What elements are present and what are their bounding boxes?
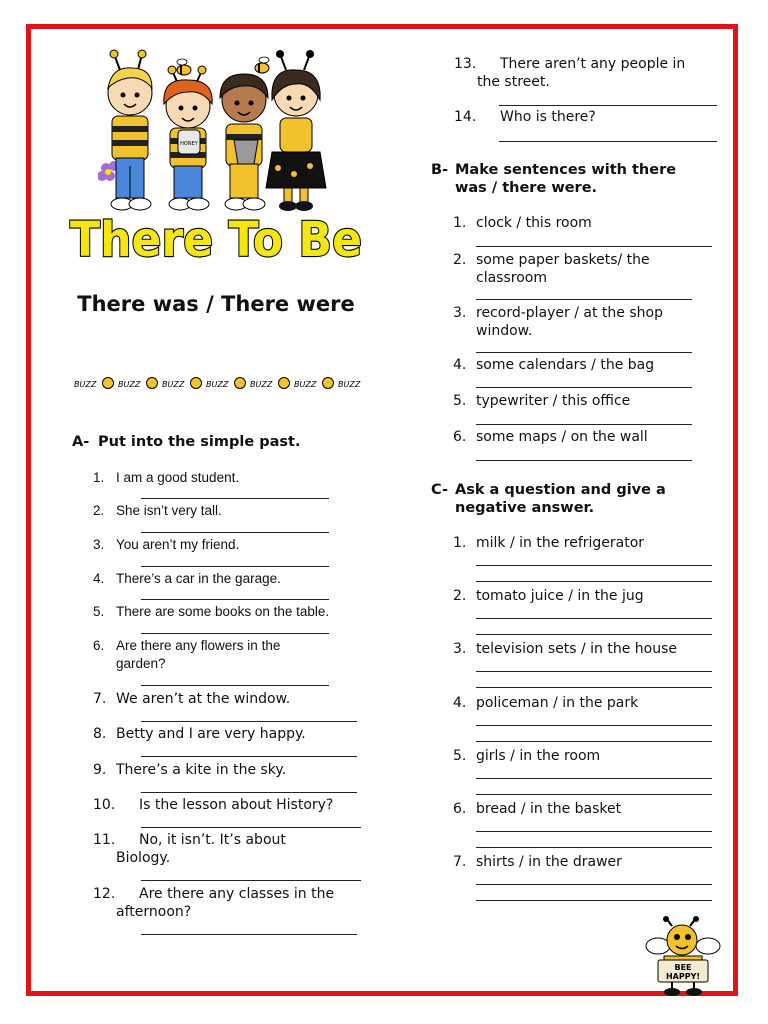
item-text-continued: Biology. xyxy=(116,850,171,866)
item-number: 2. xyxy=(453,588,467,604)
answer-line[interactable] xyxy=(476,778,712,779)
section-b-title-line1: Make sentences with there xyxy=(455,162,677,178)
list-item xyxy=(93,885,373,920)
item-number: 9. xyxy=(93,762,107,778)
list-item xyxy=(454,55,734,90)
item-text: some calendars / the bag xyxy=(476,357,655,373)
bee-sign-line2: HAPPY! xyxy=(665,972,701,981)
answer-line[interactable] xyxy=(476,246,712,247)
list-item xyxy=(93,761,373,781)
buzz-dot-icon xyxy=(103,378,114,389)
bee-happy-mascot xyxy=(642,916,724,998)
answer-line[interactable] xyxy=(476,687,712,688)
item-number: 2. xyxy=(453,252,467,268)
kid-1 xyxy=(108,50,152,210)
list-item xyxy=(93,469,373,489)
buzz-dot-icon xyxy=(279,378,290,389)
list-item xyxy=(453,587,733,607)
answer-line[interactable] xyxy=(141,827,361,828)
item-text: No, it isn’t. It’s about xyxy=(139,832,286,848)
answer-line[interactable] xyxy=(476,618,712,619)
item-text-continued: classroom xyxy=(476,270,547,286)
answer-line[interactable] xyxy=(476,884,712,885)
answer-line[interactable] xyxy=(476,565,712,566)
item-number: 10. xyxy=(93,797,116,813)
item-text: shirts / in the drawer xyxy=(476,854,622,870)
answer-line[interactable] xyxy=(499,105,717,106)
item-text-continued: the street. xyxy=(477,74,550,90)
answer-line[interactable] xyxy=(476,741,712,742)
buzz-dot-icon xyxy=(191,378,202,389)
answer-line[interactable] xyxy=(141,934,357,935)
item-number: 6. xyxy=(453,801,467,817)
item-number: 4. xyxy=(453,357,467,373)
list-item xyxy=(93,570,373,590)
answer-line[interactable] xyxy=(141,599,329,600)
item-text: television sets / in the house xyxy=(476,641,678,657)
item-text: clock / this room xyxy=(476,215,592,231)
item-text: We aren’t at the window. xyxy=(116,691,291,707)
item-text: Are there any classes in the xyxy=(139,886,335,902)
answer-line[interactable] xyxy=(476,460,692,461)
answer-line[interactable] xyxy=(476,725,712,726)
item-text: some paper baskets/ the xyxy=(476,252,650,268)
buzz-dot-icon xyxy=(323,378,334,389)
buzz-word: BUZZ xyxy=(162,380,185,389)
answer-line[interactable] xyxy=(499,141,717,142)
item-text: There’s a kite in the sky. xyxy=(116,762,287,778)
item-text: Is the lesson about History? xyxy=(139,797,334,813)
item-number: 3. xyxy=(93,537,105,552)
answer-line[interactable] xyxy=(141,498,329,499)
item-text: bread / in the basket xyxy=(476,801,622,817)
item-text: There aren’t any people in xyxy=(500,56,686,72)
section-a-heading xyxy=(72,433,392,451)
section-b-heading xyxy=(431,161,731,199)
answer-line[interactable] xyxy=(476,831,712,832)
item-text: You aren’t my friend. xyxy=(116,537,240,552)
answer-line[interactable] xyxy=(141,721,357,722)
section-a-title: Put into the simple past. xyxy=(98,434,301,450)
list-item xyxy=(93,831,373,866)
item-text: Who is there? xyxy=(500,109,596,125)
buzz-word: BUZZ xyxy=(294,380,317,389)
list-item xyxy=(93,502,373,522)
item-text: milk / in the refrigerator xyxy=(476,535,645,551)
item-text: policeman / in the park xyxy=(476,695,639,711)
buzz-word: BUZZ xyxy=(74,380,97,389)
list-item xyxy=(453,214,733,234)
list-item xyxy=(453,356,733,376)
item-text: I am a good student. xyxy=(116,470,240,485)
buzz-word: BUZZ xyxy=(118,380,141,389)
item-number: 3. xyxy=(453,305,467,321)
item-number: 5. xyxy=(453,748,467,764)
section-a-letter: A- xyxy=(72,434,90,450)
buzz-decoration xyxy=(72,374,384,392)
list-item xyxy=(93,796,373,816)
answer-line[interactable] xyxy=(476,671,712,672)
item-text-continued: garden? xyxy=(116,656,166,671)
item-number: 6. xyxy=(93,638,105,653)
item-number: 7. xyxy=(453,854,467,870)
section-c-heading xyxy=(431,481,731,519)
item-number: 8. xyxy=(93,726,107,742)
answer-line[interactable] xyxy=(141,566,329,567)
section-b-title-line2: was / there were. xyxy=(455,180,598,196)
answer-line[interactable] xyxy=(476,794,712,795)
buzz-dot-icon xyxy=(235,378,246,389)
answer-line[interactable] xyxy=(476,847,712,848)
item-number: 4. xyxy=(453,695,467,711)
list-item xyxy=(453,800,733,820)
list-item xyxy=(453,747,733,767)
answer-line[interactable] xyxy=(476,352,692,353)
section-c-title-line1: Ask a question and give a xyxy=(455,482,666,498)
list-item xyxy=(453,694,733,714)
item-number: 5. xyxy=(93,604,105,619)
item-text-continued: window. xyxy=(476,323,533,339)
item-text: Betty and I are very happy. xyxy=(116,726,306,742)
item-text: record-player / at the shop xyxy=(476,305,663,321)
item-text: She isn’t very tall. xyxy=(116,503,222,518)
answer-line[interactable] xyxy=(141,880,361,881)
kid-3 xyxy=(220,74,268,210)
page-title: There was / There were xyxy=(77,292,355,316)
section-c-title-line2: negative answer. xyxy=(455,500,595,516)
small-bee-icon xyxy=(177,59,191,75)
list-item xyxy=(453,534,733,554)
list-item xyxy=(453,428,733,448)
section-b-letter: B- xyxy=(431,162,449,178)
list-item xyxy=(453,251,733,286)
title-art xyxy=(66,204,366,268)
item-text: There are some books on the table. xyxy=(116,604,330,619)
item-number: 4. xyxy=(93,571,105,586)
buzz-word: BUZZ xyxy=(250,380,273,389)
item-number: 1. xyxy=(453,535,467,551)
list-item xyxy=(93,725,373,745)
item-number: 11. xyxy=(93,832,116,848)
answer-line[interactable] xyxy=(476,581,712,582)
item-number: 3. xyxy=(453,641,467,657)
item-number: 1. xyxy=(453,215,467,231)
honey-jar-label: HONEY xyxy=(180,141,198,147)
item-text: typewriter / this office xyxy=(476,393,631,409)
answer-line[interactable] xyxy=(476,634,712,635)
list-item xyxy=(93,536,373,556)
item-number: 14. xyxy=(454,109,477,125)
bee-sign-line1: BEE xyxy=(674,963,692,972)
item-text-continued: afternoon? xyxy=(116,904,192,920)
kid-4 xyxy=(266,50,326,211)
list-item xyxy=(93,690,373,710)
item-number: 12. xyxy=(93,886,116,902)
kid-2 xyxy=(164,66,212,210)
title-art-text: There To Be xyxy=(70,212,362,268)
answer-line[interactable] xyxy=(141,685,329,686)
buzz-dot-icon xyxy=(147,378,158,389)
item-number: 1. xyxy=(93,470,105,485)
buzz-word: BUZZ xyxy=(206,380,229,389)
item-number: 5. xyxy=(453,393,467,409)
answer-line[interactable] xyxy=(141,532,329,533)
answer-line[interactable] xyxy=(476,424,692,425)
item-number: 6. xyxy=(453,429,467,445)
section-c-letter: C- xyxy=(431,482,448,498)
answer-line[interactable] xyxy=(141,792,357,793)
kids-illustration xyxy=(98,48,334,218)
item-text: Are there any flowers in the xyxy=(116,638,281,653)
answer-line[interactable] xyxy=(476,900,712,901)
answer-line[interactable] xyxy=(476,299,692,300)
list-item xyxy=(453,640,733,660)
item-text: girls / in the room xyxy=(476,748,601,764)
answer-line[interactable] xyxy=(476,387,692,388)
buzz-word: BUZZ xyxy=(338,380,361,389)
item-text: some maps / on the wall xyxy=(476,429,648,445)
item-text: There’s a car in the garage. xyxy=(116,571,281,586)
item-number: 13. xyxy=(454,56,477,72)
small-bee-icon xyxy=(255,57,269,73)
item-text: tomato juice / in the jug xyxy=(476,588,644,604)
list-item xyxy=(93,603,373,623)
answer-line[interactable] xyxy=(141,756,357,757)
answer-line[interactable] xyxy=(141,633,329,634)
list-item xyxy=(453,304,733,339)
item-number: 7. xyxy=(93,691,107,707)
list-item xyxy=(453,853,733,873)
list-item xyxy=(453,392,733,412)
item-number: 2. xyxy=(93,503,105,518)
list-item xyxy=(93,637,373,671)
list-item xyxy=(454,108,734,128)
